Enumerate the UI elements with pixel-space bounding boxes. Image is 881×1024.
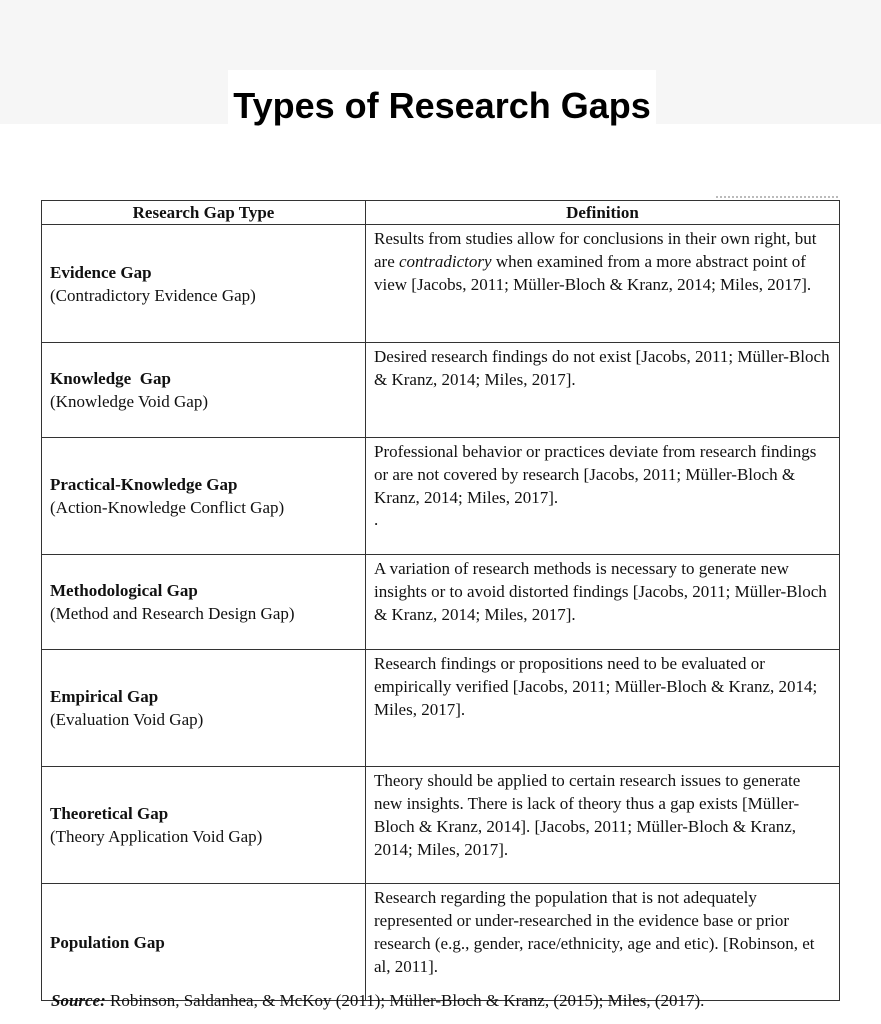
page-title: Types of Research Gaps: [233, 85, 651, 126]
gap-name: Theoretical Gap: [50, 804, 169, 823]
table-header-row: [42, 201, 840, 225]
table-row: [42, 767, 840, 884]
table-row: [42, 884, 840, 1001]
gap-name: Knowledge Gap: [50, 369, 171, 388]
gap-type-cell: [42, 225, 366, 343]
gap-alternate-name: (Method and Research Design Gap): [50, 604, 295, 623]
research-gap-table: [41, 200, 840, 1001]
gap-alternate-name: (Theory Application Void Gap): [50, 827, 263, 846]
gap-alternate-name: (Evaluation Void Gap): [50, 710, 204, 729]
definition-text: Professional behavior or practices deviate from research findings or are not covered by research [Jacobs, 2011; Müller-Bloch & Kranz, 2014; Miles, 2017].: [374, 442, 817, 507]
gap-definition: A variation of research methods is necessary to generate new insights or to avoid distorted findings [Jacobs, 2011; Müller-Bloch & Kranz, 2014; Miles, 2017].: [366, 555, 840, 650]
gap-type-cell: [42, 438, 366, 555]
gap-alternate-name: (Knowledge Void Gap): [50, 392, 209, 411]
gap-type-cell: [42, 884, 366, 1001]
gap-name: Population Gap: [50, 932, 165, 952]
header-definition: Definition: [366, 201, 840, 225]
gap-alternate-name: (Contradictory Evidence Gap): [50, 285, 256, 305]
definition-text: Results from studies allow for conclusions in their own right, but are: [374, 229, 817, 271]
gap-type-cell: [42, 343, 366, 438]
gap-name: Evidence Gap: [50, 262, 152, 282]
table-row: [42, 650, 840, 767]
table-row: [42, 555, 840, 650]
gap-definition: [366, 438, 840, 555]
table-row: [42, 438, 840, 555]
gap-definition: Research regarding the population that is not adequately represented or under-researched in the evidence base or prior research (e.g., gender, race/ethnicity, age and etic). [Robinson, et al, 2011].: [366, 884, 840, 1001]
source-text: Robinson, Saldanhea, & McKoy (2011); Müller-Bloch & Kranz, (2015); Miles, (2017).: [105, 991, 705, 1010]
table-row: [42, 225, 840, 343]
gap-name: Methodological Gap: [50, 581, 198, 600]
source-label: Source:: [51, 991, 106, 1010]
definition-emphasis: contradictory: [399, 252, 492, 271]
gap-definition: Research findings or propositions need to be evaluated or empirically verified [Jacobs, 2011; Müller-Bloch & Kranz, 2014; Miles, 2017].: [366, 650, 840, 767]
source-citation: [51, 990, 704, 1012]
definition-text: when examined from a more abstract point of view [Jacobs, 2011; Müller-Bloch & Kranz, 2014; Miles, 2017].: [374, 252, 812, 294]
gap-alternate-name: (Action-Knowledge Conflict Gap): [50, 498, 285, 517]
gap-type-cell: [42, 767, 366, 884]
gap-type-cell: [42, 555, 366, 650]
gap-definition: Desired research findings do not exist [Jacobs, 2011; Müller-Bloch & Kranz, 2014; Miles, 2017].: [366, 343, 840, 438]
table-row: [42, 343, 840, 438]
gap-definition: Theory should be applied to certain research issues to generate new insights. There is lack of theory thus a gap exists [Müller-Bloch & Kranz, 2014]. [Jacobs, 2011; Müller-Bloch & Kranz, 2014; Miles, 2017].: [366, 767, 840, 884]
gap-definition: [366, 225, 840, 343]
gap-name: Empirical Gap: [50, 687, 159, 706]
gap-type-cell: [42, 650, 366, 767]
stray-period: .: [374, 510, 379, 529]
gap-name: Practical-Knowledge Gap: [50, 475, 238, 494]
header-research-gap-type: Research Gap Type: [42, 201, 366, 225]
